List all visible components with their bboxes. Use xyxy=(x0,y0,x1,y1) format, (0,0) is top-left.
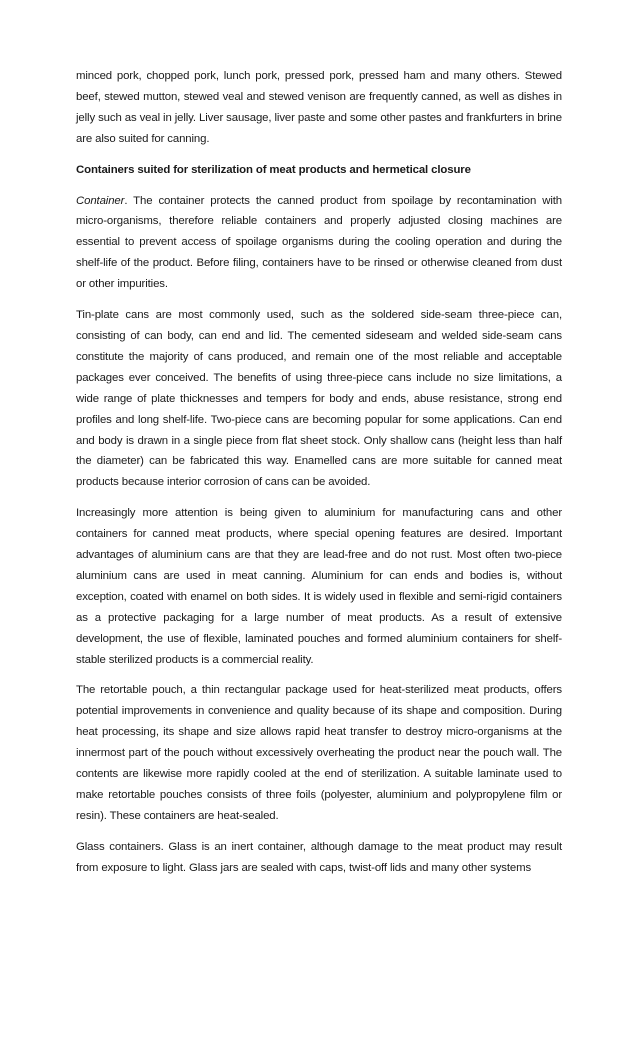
container-text: . The container protects the canned product from spoilage by recontamination with micro-organisms, therefore reliable containers and properly adjusted closing machines are essential to prevent access of spoilage organisms during the cooling operation and during the shelf-life of the product. Before filing, containers have to be rinsed or otherwise cleaned from dust or other impurities. xyxy=(76,194,562,291)
container-term: Container xyxy=(76,194,125,207)
section-heading: Containers suited for sterilization of meat products and hermetical closure xyxy=(76,163,471,176)
paragraph-retortable-pouch: The retortable pouch, a thin rectangular package used for heat-sterilized meat products, offers potential improvements in convenience and quality because of its shape and composition. During heat processing, its shape and size allows rapid heat transfer to destroy micro-organisms at the innermost part of the pouch without excessively overheating the product near the pouch wall. The contents are likewise more rapidly cooled at the end of sterilization. A suitable laminate used to make retortable pouches consists of three foils (polyester, aluminium and polypropylene film or resin). These containers are heat-sealed. xyxy=(76,684,562,822)
paragraph-glass-containers: Glass containers. Glass is an inert container, although damage to the meat product may result from exposure to light. Glass jars are sealed with caps, twist-off lids and many other systems xyxy=(76,840,562,874)
paragraph-tin-plate-cans: Tin-plate cans are most commonly used, such as the soldered side-seam three-piece can, consisting of can body, can end and lid. The cemented sideseam and welded side-seam cans constitute the majority of cans produced, and remain one of the most reliable and acceptable packages ever conceived. The benefits of using three-piece cans include no size limitations, a wide range of plate thicknesses and tempers for body and ends, abuse resistance, strong end profiles and long shelf-life. Two-piece cans are becoming popular for some applications. Can end and body is drawn in a single piece from flat sheet stock. Only shallow cans (height less than half the diameter) can be fabricated this way. Enamelled cans are more suitable for canned meat products because interior corrosion of cans can be avoided. xyxy=(76,309,562,489)
paragraph-aluminium: Increasingly more attention is being given to aluminium for manufacturing cans and other containers for canned meat products, where special opening features are desired. Important advantages of aluminium cans are that they are lead-free and do not rust. Most often two-piece aluminium cans are used in meat canning. Aluminium for can ends and bodies is, without exception, coated with enamel on both sides. It is widely used in flexible and semi-rigid containers as a protective packaging for a large number of meat products. As a result of extensive development, the use of flexible, laminated pouches and formed aluminium containers for shelf-stable sterilized products is a commercial reality. xyxy=(76,507,562,666)
document-body xyxy=(76,66,562,889)
paragraph-container xyxy=(76,191,562,296)
paragraph-meat-products: minced pork, chopped pork, lunch pork, pressed pork, pressed ham and many others. Stewed beef, stewed mutton, stewed veal and stewed venison are frequently canned, as well as dishes in jelly such as veal in jelly. Liver sausage, liver paste and some other pastes and frankfurters in brine are also suited for canning. xyxy=(76,70,562,145)
